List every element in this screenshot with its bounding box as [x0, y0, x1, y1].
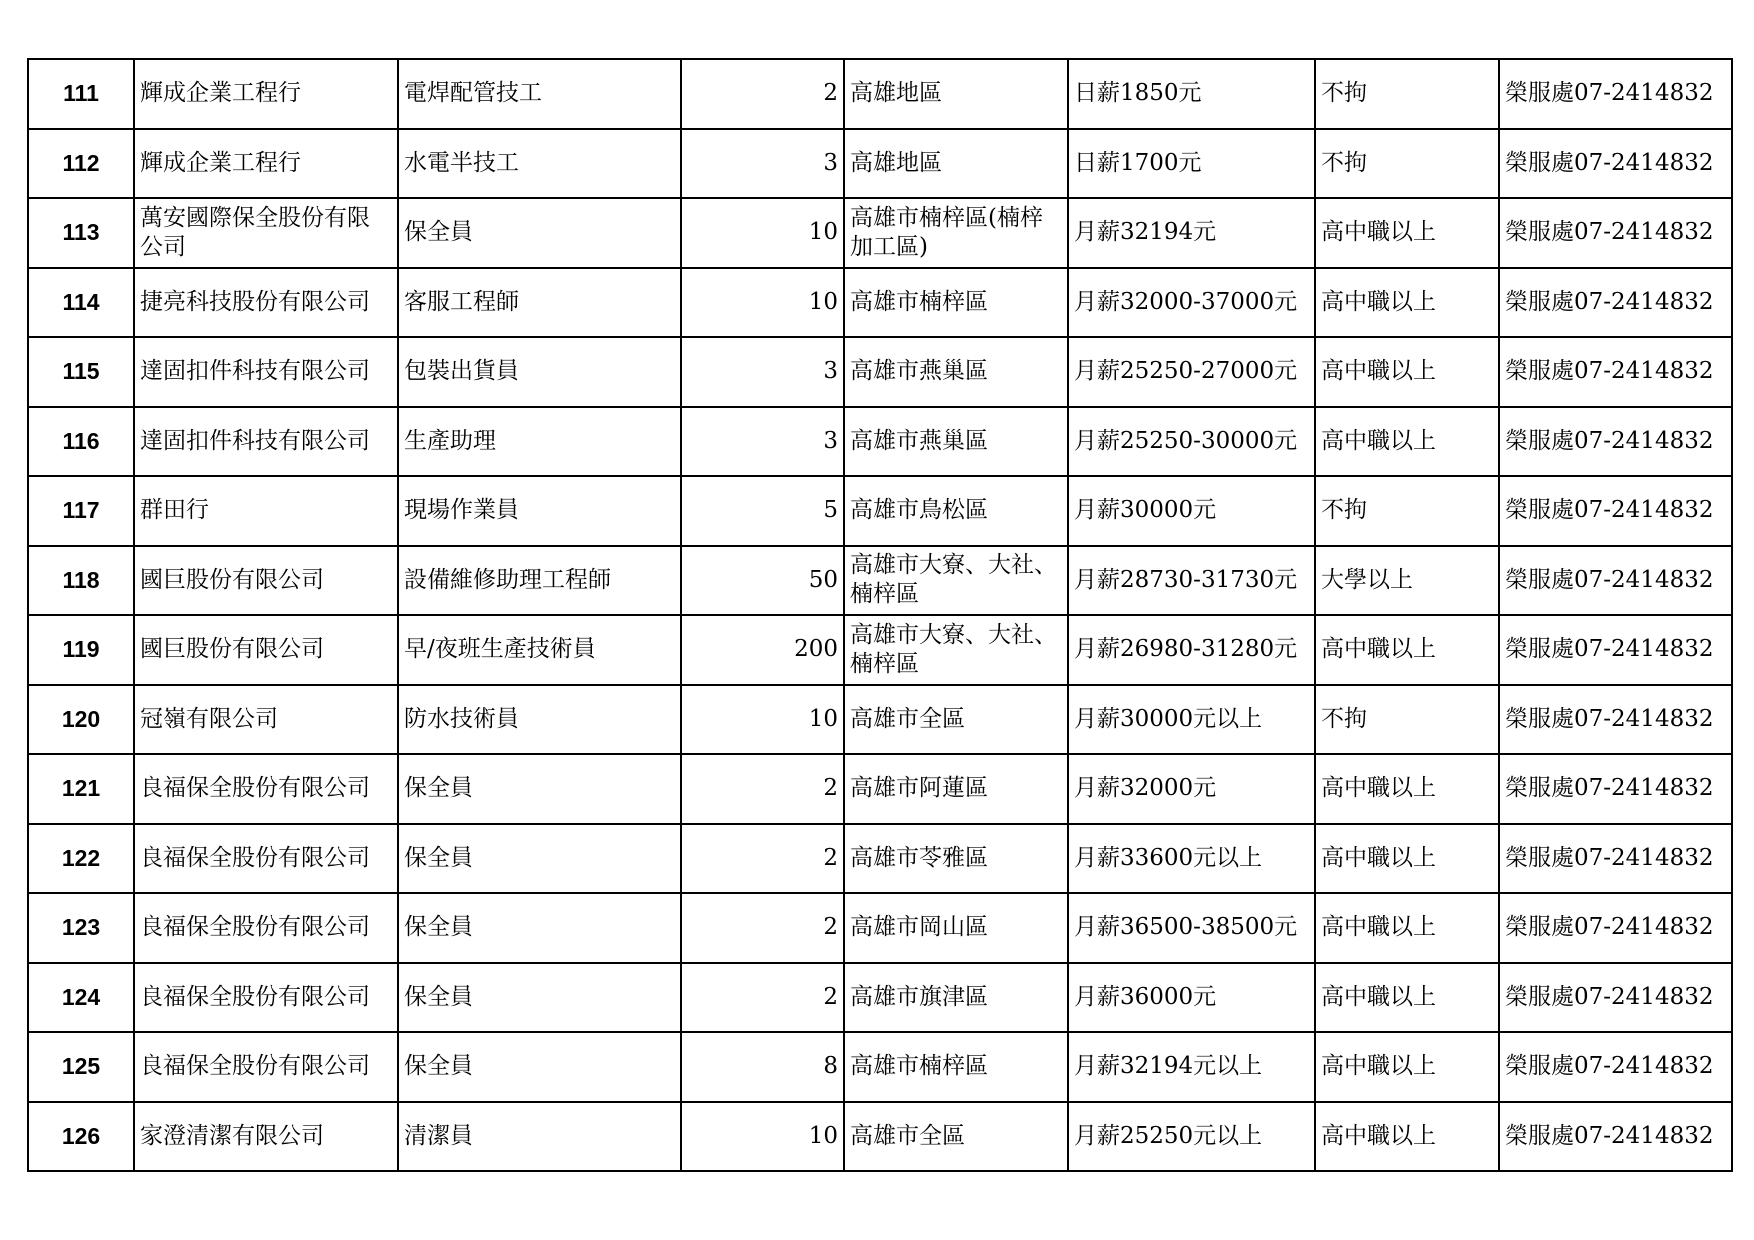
education-cell: 大學以上: [1315, 546, 1499, 616]
row-number-cell: 115: [28, 337, 134, 407]
company-cell: 國巨股份有限公司: [134, 546, 398, 616]
location-cell: 高雄市旗津區: [844, 963, 1068, 1033]
contact-cell: 榮服處07-2414832: [1499, 59, 1732, 129]
education-cell: 高中職以上: [1315, 893, 1499, 963]
education-cell: 不拘: [1315, 685, 1499, 755]
table-row: [28, 1032, 1732, 1102]
headcount-cell: 200: [681, 615, 844, 685]
table-row: [28, 129, 1732, 199]
education-cell: 高中職以上: [1315, 337, 1499, 407]
table-row: [28, 476, 1732, 546]
company-cell: 國巨股份有限公司: [134, 615, 398, 685]
salary-cell: 日薪1700元: [1068, 129, 1315, 199]
salary-cell: 月薪32000元: [1068, 754, 1315, 824]
row-number-cell: 116: [28, 407, 134, 477]
headcount-cell: 2: [681, 963, 844, 1033]
company-cell: 良福保全股份有限公司: [134, 754, 398, 824]
position-cell: 保全員: [398, 1032, 681, 1102]
table-row: [28, 615, 1732, 685]
table-row: [28, 337, 1732, 407]
headcount-cell: 2: [681, 824, 844, 894]
headcount-cell: 2: [681, 754, 844, 824]
location-cell: 高雄市全區: [844, 685, 1068, 755]
contact-cell: 榮服處07-2414832: [1499, 129, 1732, 199]
salary-cell: 月薪30000元: [1068, 476, 1315, 546]
headcount-cell: 3: [681, 407, 844, 477]
job-listing-table: [27, 58, 1733, 1172]
table-row: [28, 963, 1732, 1033]
salary-cell: 日薪1850元: [1068, 59, 1315, 129]
position-cell: 保全員: [398, 198, 681, 268]
row-number-cell: 112: [28, 129, 134, 199]
position-cell: 設備維修助理工程師: [398, 546, 681, 616]
row-number-cell: 118: [28, 546, 134, 616]
headcount-cell: 3: [681, 337, 844, 407]
contact-cell: 榮服處07-2414832: [1499, 337, 1732, 407]
education-cell: 不拘: [1315, 59, 1499, 129]
location-cell: 高雄市鳥松區: [844, 476, 1068, 546]
education-cell: 高中職以上: [1315, 268, 1499, 338]
contact-cell: 榮服處07-2414832: [1499, 1102, 1732, 1172]
contact-cell: 榮服處07-2414832: [1499, 407, 1732, 477]
education-cell: 高中職以上: [1315, 198, 1499, 268]
salary-cell: 月薪25250-27000元: [1068, 337, 1315, 407]
company-cell: 捷亮科技股份有限公司: [134, 268, 398, 338]
salary-cell: 月薪32194元: [1068, 198, 1315, 268]
row-number-cell: 113: [28, 198, 134, 268]
salary-cell: 月薪25250-30000元: [1068, 407, 1315, 477]
company-cell: 萬安國際保全股份有限公司: [134, 198, 398, 268]
headcount-cell: 10: [681, 198, 844, 268]
headcount-cell: 10: [681, 268, 844, 338]
salary-cell: 月薪28730-31730元: [1068, 546, 1315, 616]
location-cell: 高雄市楠梓區: [844, 268, 1068, 338]
row-number-cell: 122: [28, 824, 134, 894]
location-cell: 高雄地區: [844, 129, 1068, 199]
contact-cell: 榮服處07-2414832: [1499, 1032, 1732, 1102]
position-cell: 水電半技工: [398, 129, 681, 199]
position-cell: 早/夜班生產技術員: [398, 615, 681, 685]
salary-cell: 月薪30000元以上: [1068, 685, 1315, 755]
table-row: [28, 1102, 1732, 1172]
table-row: [28, 407, 1732, 477]
education-cell: 高中職以上: [1315, 963, 1499, 1033]
salary-cell: 月薪36500-38500元: [1068, 893, 1315, 963]
table-row: [28, 59, 1732, 129]
row-number-cell: 123: [28, 893, 134, 963]
company-cell: 群田行: [134, 476, 398, 546]
row-number-cell: 114: [28, 268, 134, 338]
company-cell: 家澄清潔有限公司: [134, 1102, 398, 1172]
contact-cell: 榮服處07-2414832: [1499, 198, 1732, 268]
salary-cell: 月薪25250元以上: [1068, 1102, 1315, 1172]
table-row: [28, 685, 1732, 755]
row-number-cell: 117: [28, 476, 134, 546]
education-cell: 高中職以上: [1315, 407, 1499, 477]
location-cell: 高雄市燕巢區: [844, 407, 1068, 477]
position-cell: 客服工程師: [398, 268, 681, 338]
location-cell: 高雄市大寮、大社、楠梓區: [844, 615, 1068, 685]
education-cell: 高中職以上: [1315, 754, 1499, 824]
position-cell: 生產助理: [398, 407, 681, 477]
location-cell: 高雄市阿蓮區: [844, 754, 1068, 824]
location-cell: 高雄市楠梓區(楠梓加工區): [844, 198, 1068, 268]
position-cell: 保全員: [398, 754, 681, 824]
table-row: [28, 268, 1732, 338]
position-cell: 電焊配管技工: [398, 59, 681, 129]
salary-cell: 月薪32000-37000元: [1068, 268, 1315, 338]
headcount-cell: 10: [681, 1102, 844, 1172]
salary-cell: 月薪33600元以上: [1068, 824, 1315, 894]
row-number-cell: 119: [28, 615, 134, 685]
location-cell: 高雄地區: [844, 59, 1068, 129]
contact-cell: 榮服處07-2414832: [1499, 685, 1732, 755]
job-table-body: [28, 59, 1732, 1171]
contact-cell: 榮服處07-2414832: [1499, 963, 1732, 1033]
education-cell: 高中職以上: [1315, 615, 1499, 685]
headcount-cell: 50: [681, 546, 844, 616]
headcount-cell: 5: [681, 476, 844, 546]
position-cell: 保全員: [398, 893, 681, 963]
contact-cell: 榮服處07-2414832: [1499, 754, 1732, 824]
company-cell: 達固扣件科技有限公司: [134, 407, 398, 477]
company-cell: 冠嶺有限公司: [134, 685, 398, 755]
education-cell: 高中職以上: [1315, 1102, 1499, 1172]
company-cell: 輝成企業工程行: [134, 129, 398, 199]
position-cell: 包裝出貨員: [398, 337, 681, 407]
education-cell: 不拘: [1315, 476, 1499, 546]
position-cell: 保全員: [398, 963, 681, 1033]
position-cell: 防水技術員: [398, 685, 681, 755]
row-number-cell: 126: [28, 1102, 134, 1172]
salary-cell: 月薪36000元: [1068, 963, 1315, 1033]
company-cell: 良福保全股份有限公司: [134, 893, 398, 963]
location-cell: 高雄市楠梓區: [844, 1032, 1068, 1102]
headcount-cell: 2: [681, 893, 844, 963]
location-cell: 高雄市全區: [844, 1102, 1068, 1172]
table-row: [28, 754, 1732, 824]
contact-cell: 榮服處07-2414832: [1499, 268, 1732, 338]
location-cell: 高雄市苓雅區: [844, 824, 1068, 894]
location-cell: 高雄市大寮、大社、楠梓區: [844, 546, 1068, 616]
company-cell: 良福保全股份有限公司: [134, 1032, 398, 1102]
company-cell: 輝成企業工程行: [134, 59, 398, 129]
education-cell: 高中職以上: [1315, 1032, 1499, 1102]
headcount-cell: 10: [681, 685, 844, 755]
salary-cell: 月薪26980-31280元: [1068, 615, 1315, 685]
position-cell: 現場作業員: [398, 476, 681, 546]
table-row: [28, 546, 1732, 616]
table-row: [28, 893, 1732, 963]
headcount-cell: 2: [681, 59, 844, 129]
row-number-cell: 120: [28, 685, 134, 755]
row-number-cell: 111: [28, 59, 134, 129]
contact-cell: 榮服處07-2414832: [1499, 615, 1732, 685]
row-number-cell: 124: [28, 963, 134, 1033]
row-number-cell: 121: [28, 754, 134, 824]
education-cell: 不拘: [1315, 129, 1499, 199]
salary-cell: 月薪32194元以上: [1068, 1032, 1315, 1102]
location-cell: 高雄市燕巢區: [844, 337, 1068, 407]
company-cell: 良福保全股份有限公司: [134, 824, 398, 894]
company-cell: 達固扣件科技有限公司: [134, 337, 398, 407]
contact-cell: 榮服處07-2414832: [1499, 824, 1732, 894]
company-cell: 良福保全股份有限公司: [134, 963, 398, 1033]
position-cell: 保全員: [398, 824, 681, 894]
headcount-cell: 8: [681, 1032, 844, 1102]
contact-cell: 榮服處07-2414832: [1499, 476, 1732, 546]
position-cell: 清潔員: [398, 1102, 681, 1172]
location-cell: 高雄市岡山區: [844, 893, 1068, 963]
education-cell: 高中職以上: [1315, 824, 1499, 894]
contact-cell: 榮服處07-2414832: [1499, 893, 1732, 963]
table-row: [28, 198, 1732, 268]
headcount-cell: 3: [681, 129, 844, 199]
table-row: [28, 824, 1732, 894]
row-number-cell: 125: [28, 1032, 134, 1102]
contact-cell: 榮服處07-2414832: [1499, 546, 1732, 616]
